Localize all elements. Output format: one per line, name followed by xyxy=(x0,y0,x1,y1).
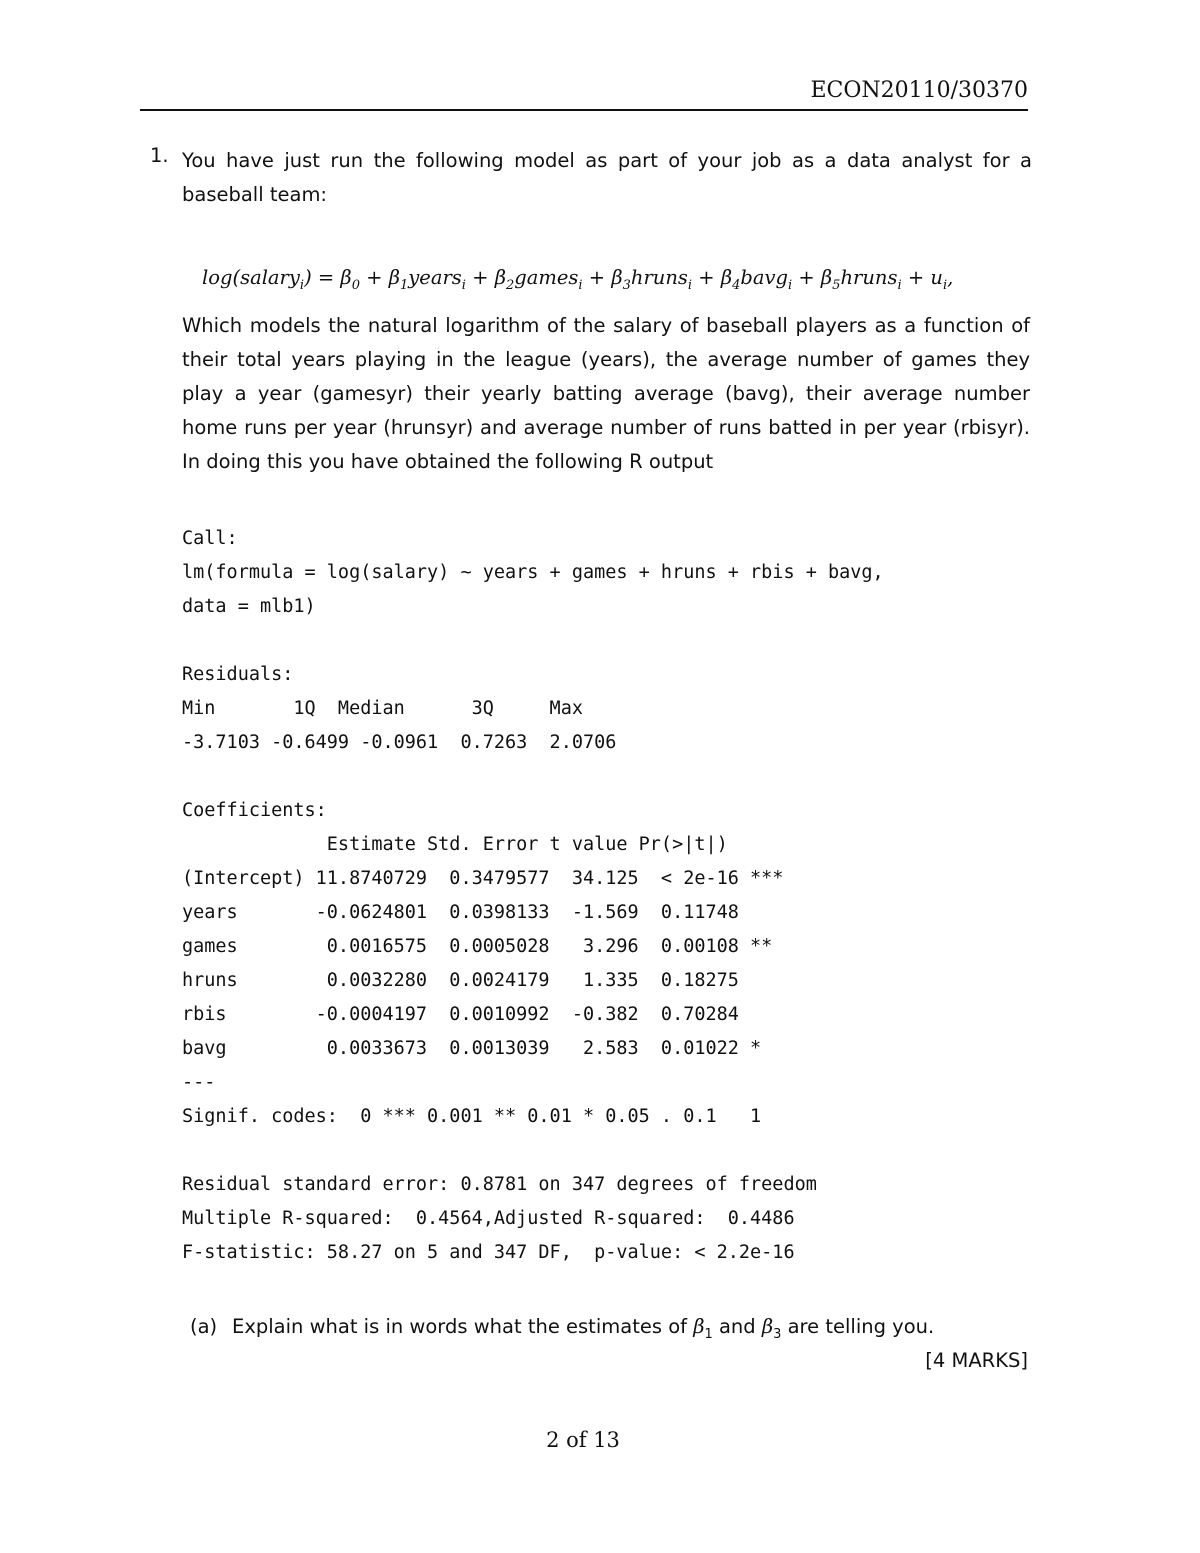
model-equation: log(salary$_i$) = $\beta_0$ + $\beta_1years_i$ + $\beta_2games_i$ + $\beta_3hruns_i$ + $\beta_4bavg_i$ + $\beta_5hruns_i + u_i$, xyxy=(202,266,954,293)
r-regression-output: Call: lm(formula = log(salary) ~ years + games + hruns + rbis + bavg, data = mlb1) Residuals: Min 1Q Median 3Q Max -3.7103 -0.6499 -0.0961 0.7263 2.0706 Coefficients: Estimate Std. Error t value Pr(>|t|) (Intercept) 11.8740729 0.3479577 34.125 < 2e-16 *** years -0.0624801 0.0398133 -1.569 0.11748 games 0.0016575 0.0005028 3.296 0.00108 ** hruns 0.0032280 0.0024179 1.335 0.18275 rbis -0.0004197 0.0010992 -0.382 0.70284 bavg 0.0033673 0.0013039 2.583 0.01022 * --- Signif. codes: 0 *** 0.001 ** 0.01 * 0.05 . 0.1 1 Residual standard error: 0.8781 on 347 degrees of freedom Multiple R-squared: 0.4564,Adjusted R-squared: 0.4486 F-statistic: 58.27 on 5 and 347 DF, p-value: < 2.2e-16 xyxy=(182,528,884,1263)
question-number: 1. xyxy=(150,144,169,167)
marks-label: [4 MARKS] xyxy=(925,1349,1028,1372)
course-code: ECON20110/30370 xyxy=(810,78,1028,103)
question-body: Which models the natural logarithm of the salary of baseball players as a function of their total years playing in the league (years), the average number of games they play a year (gamesyr) their yearly batting average (bavg), their average number home runs per year (hrunsyr) and average number of runs batted in per year (rbisyr). In doing this you have obtained the following R output xyxy=(182,314,1030,473)
page-number: 2 of 13 xyxy=(546,1428,620,1452)
sub-question-a: (a) Explain what is in words what the estimates of $\beta_1$ and $\beta_3$ are telling you. xyxy=(190,1315,935,1342)
question-intro: You have just run the following model as part of your job as a data analyst for a baseball team: xyxy=(182,149,1032,206)
header-rule xyxy=(140,109,1028,111)
sub-question-label: (a) xyxy=(190,1315,218,1338)
